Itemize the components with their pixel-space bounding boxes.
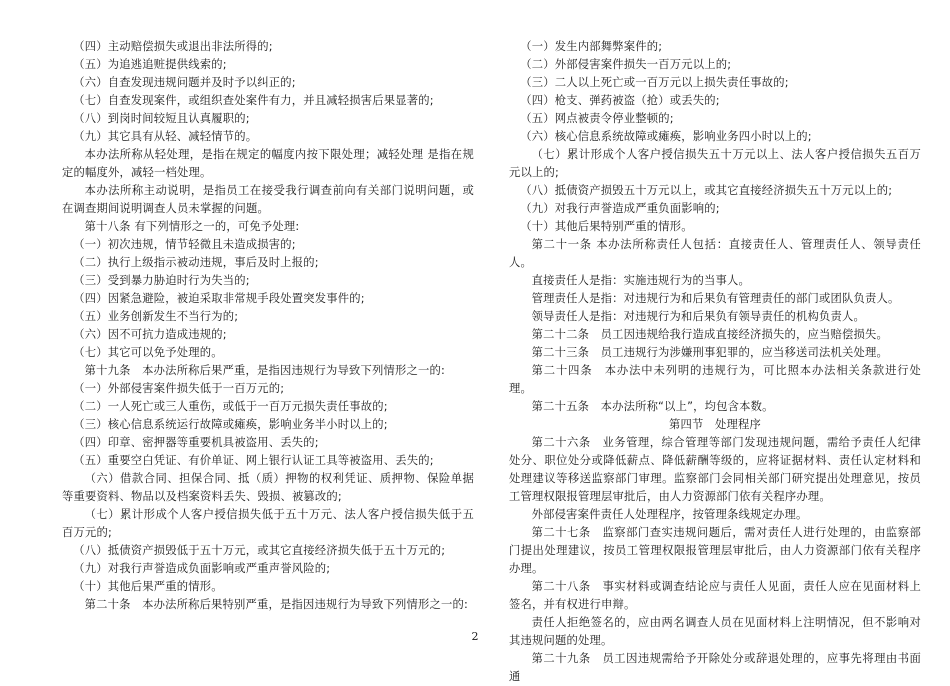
paragraph: （六）自查发现违规问题并及时予以纠正的;	[73, 76, 296, 89]
paragraph: （四）主动赔偿损失或退出非法所得的;	[73, 40, 273, 53]
paragraph: （二）一人死亡或三人重伤，或低于一百万元损失责任事故的;	[73, 400, 388, 413]
paragraph: 第二十一条 本办法所称责任人包括：直接责任人、管理责任人、领导责任人。	[509, 238, 921, 269]
paragraph: （八）到岗时间较短且认真履职的;	[73, 112, 250, 125]
paragraph: （五）网点被责令停业整顿的;	[520, 112, 674, 125]
paragraph: （六）因不可抗力造成违规的;	[73, 328, 227, 341]
paragraph: 第二十七条 监察部门查实违规问题后，需对责任人进行处理的，由监察部门提出处理建议，按员工管理权限报管理层审批后，由人力资源部门依有关程序办理。	[509, 526, 921, 575]
paragraph: （九）对我行声誉造成负面影响或严重声誉风险的;	[73, 562, 331, 575]
paragraph: 责任人拒绝签名的，应由两名调查人员在见面材料上注明情况，但不影响对其违规问题的处理。	[509, 616, 921, 647]
paragraph: （五）业务创新发生不当行为的;	[73, 310, 239, 323]
paragraph: 本办法所称主动说明，是指员工在接受我行调查前向有关部门说明问题，或在调查期间说明调查人员未掌握的问题。	[62, 184, 474, 215]
paragraph: （三）受到暴力胁迫时行为失当的;	[73, 274, 250, 287]
paragraph: （九）对我行声誉造成严重负面影响的;	[520, 202, 720, 215]
paragraph: （五）为追逃追赃提供线索的;	[73, 58, 227, 71]
left-column	[62, 38, 474, 614]
paragraph: （五）重要空白凭证、有价单证、网上银行认证工具等被盗用、丢失的;	[73, 454, 434, 467]
paragraph: （二）外部侵害案件损失一百万元以上的;	[520, 58, 732, 71]
paragraph: 第二十八条 事实材料或调查结论应与责任人见面，责任人应在见面材料上签名，并有权进行申辩。	[509, 580, 921, 611]
paragraph: 外部侵害案件责任人处理程序，按管理条线规定办理。	[531, 508, 808, 521]
paragraph: （一）初次违规，情节轻微且未造成损害的;	[73, 238, 296, 251]
paragraph: （十）其他后果特别严重的情形。	[520, 220, 693, 233]
paragraph: （一）发生内部舞弊案件的;	[520, 40, 663, 53]
paragraph: 管理责任人是指：对违规行为和后果负有管理责任的部门或团队负责人。	[531, 292, 900, 305]
paragraph: 第二十五条 本办法所称“以上”，均包含本数。	[531, 400, 774, 413]
paragraph: 第二十四条 本办法中未列明的违规行为，可比照本办法相关条款进行处理。	[509, 364, 921, 395]
paragraph: 领导责任人是指：对违规行为和后果负有领导责任的机构负责人。	[531, 310, 866, 323]
paragraph: （六）核心信息系统故障或瘫痪，影响业务四小时以上的;	[520, 130, 812, 143]
paragraph: （一）外部侵害案件损失低于一百万元的;	[73, 382, 285, 395]
right-column	[509, 38, 921, 686]
paragraph: （六）借款合同、担保合同、抵（质）押物的权利凭证、质押物、保险单据等重要资料、物品以及档案资料丢失、毁损、被篡改的;	[62, 472, 474, 503]
paragraph: （四）枪支、弹药被盗（抢）或丢失的;	[520, 94, 720, 107]
paragraph: （七）自查发现案件，或组织查处案件有力，并且减轻损害后果显著的;	[73, 94, 434, 107]
paragraph: 第二十六条 业务管理，综合管理等部门发现违规问题，需给予责任人纪律处分、职位处分或降低薪点、降低薪酬等级的，应将证据材料、责任认定材料和处理建议等移送监察部门审理。监察部门会同相关部门研究提出处理意见，按员工管理权限报管理层审批后，由人力资源部门依有关程序办理。	[509, 436, 921, 503]
paragraph: （四）印章、密押器等重要机具被盗用、丢失的;	[73, 436, 319, 449]
paragraph: 第十九条 本办法所称后果严重，是指因违规行为导致下列情形之一的:	[84, 364, 446, 377]
paragraph: 第二十二条 员工因违规给我行造成直接经济损失的，应当赔偿损失。	[531, 328, 889, 341]
paragraph: 第二十三条 员工违规行为涉嫌刑事犯罪的，应当移送司法机关处理。	[531, 346, 889, 359]
paragraph: 本办法所称从轻处理，是指在规定的幅度内按下限处理；减轻处理 是指在规定的幅度外，减轻一档处理。	[62, 148, 474, 179]
paragraph: 第二十九条 员工因违规需给予开除处分或辞退处理的，应事先将理由书面通	[509, 652, 921, 683]
paragraph: （三）二人以上死亡或一百万元以上损失责任事故的;	[520, 76, 789, 89]
paragraph: （七）累计形成个人客户授信损失五十万元以上、法人客户授信损失五百万元以上的;	[509, 148, 921, 179]
paragraph: 第二十条 本办法所称后果特别严重，是指因违规行为导致下列情形之一的:	[84, 598, 469, 611]
paragraph: 第十八条 有下列情形之一的，可免予处理:	[84, 220, 300, 233]
paragraph: （二）执行上级指示被动违规，事后及时上报的;	[73, 256, 319, 269]
paragraph: （四）因紧急避险，被迫采取非常规手段处置突发事件的;	[73, 292, 365, 305]
page-number: 2	[471, 630, 479, 643]
paragraph: （八）抵债资产损毁低于五十万元，或其它直接经济损失低于五十万元的;	[73, 544, 446, 557]
paragraph: （九）其它具有从轻、减轻情节的。	[73, 130, 258, 143]
paragraph: 第四节 处理程序	[669, 418, 761, 431]
paragraph: （七）其它可以免予处理的。	[73, 346, 223, 359]
paragraph: （十）其他后果严重的情形。	[73, 580, 223, 593]
paragraph: （三）核心信息系统运行故障或瘫痪，影响业务半小时以上的;	[73, 418, 388, 431]
paragraph: （八）抵债资产损毁五十万元以上，或其它直接经济损失五十万元以上的;	[520, 184, 893, 197]
paragraph: 直接责任人是指：实施违规行为的当事人。	[531, 274, 751, 287]
paragraph: （七）累计形成个人客户授信损失低于五十万元、法人客户授信损失低于五百万元的;	[62, 508, 474, 539]
